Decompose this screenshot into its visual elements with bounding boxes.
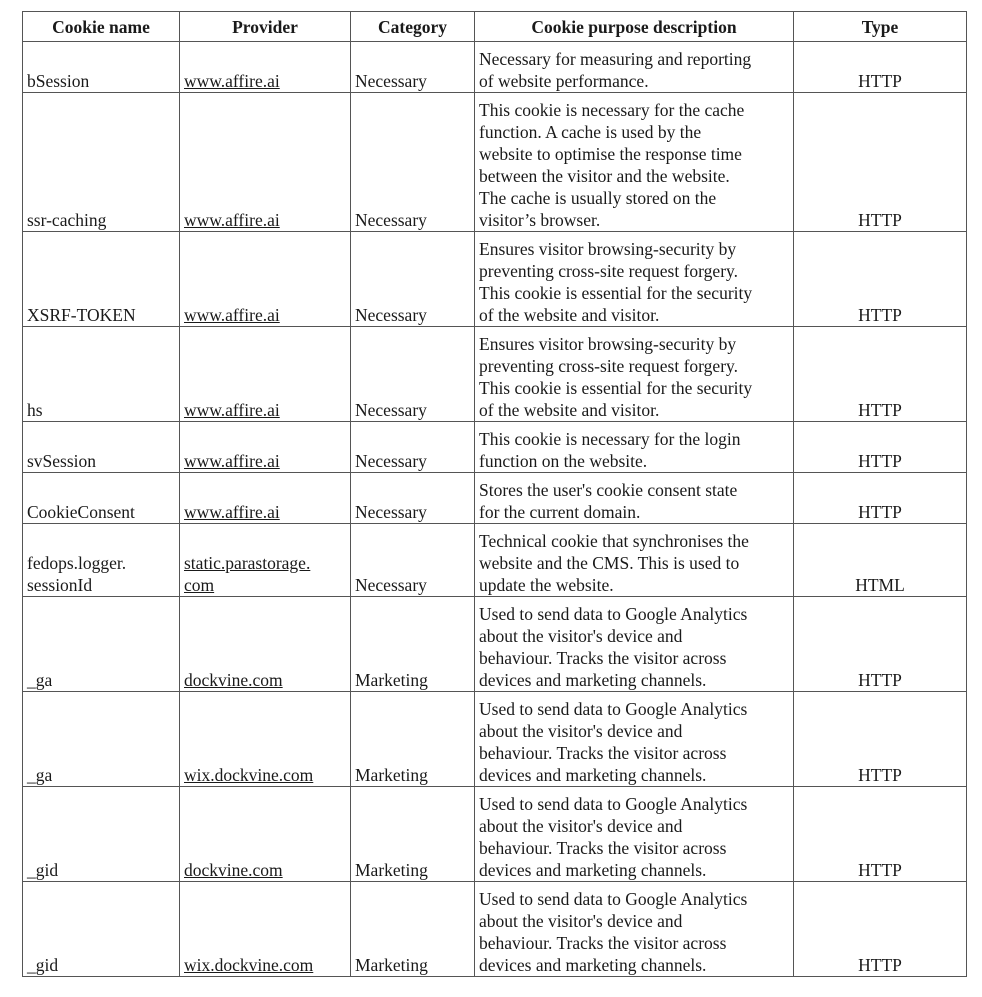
type: HTTP xyxy=(794,882,967,977)
description: Technical cookie that synchronises the website and the CMS. This is used to update the website. xyxy=(475,524,794,597)
provider-link[interactable]: wix.dockvine.com xyxy=(184,765,314,785)
provider-cell xyxy=(180,787,351,882)
description: Stores the user's cookie consent state for the current domain. xyxy=(475,473,794,524)
description: Necessary for measuring and reporting of website performance. xyxy=(475,42,794,93)
provider-link[interactable]: www.affire.ai xyxy=(184,400,280,420)
cookie-name: fedops.logger. sessionId xyxy=(23,524,180,597)
category: Necessary xyxy=(351,422,475,473)
provider-link[interactable]: dockvine.com xyxy=(184,860,283,880)
provider-cell xyxy=(180,524,351,597)
cookie-name: CookieConsent xyxy=(23,473,180,524)
provider-link[interactable]: dockvine.com xyxy=(184,670,283,690)
cookie-name: ssr-caching xyxy=(23,93,180,232)
provider-cell xyxy=(180,882,351,977)
provider-link[interactable]: www.affire.ai xyxy=(184,71,280,91)
cookie-table xyxy=(22,11,967,977)
type: HTTP xyxy=(794,232,967,327)
header-description: Cookie purpose description xyxy=(475,12,794,42)
cookie-name: svSession xyxy=(23,422,180,473)
category: Necessary xyxy=(351,42,475,93)
cookie-name: hs xyxy=(23,327,180,422)
table-row xyxy=(23,597,967,692)
provider-link[interactable]: www.affire.ai xyxy=(184,305,280,325)
cookie-name: _ga xyxy=(23,692,180,787)
provider-cell xyxy=(180,42,351,93)
header-row xyxy=(23,12,967,42)
description: Used to send data to Google Analytics about the visitor's device and behaviour. Tracks the visitor across devices and marketing channels. xyxy=(475,882,794,977)
category: Marketing xyxy=(351,882,475,977)
table-row xyxy=(23,524,967,597)
category: Necessary xyxy=(351,93,475,232)
provider-cell xyxy=(180,93,351,232)
category: Necessary xyxy=(351,232,475,327)
category: Necessary xyxy=(351,327,475,422)
table-row xyxy=(23,422,967,473)
provider-link[interactable]: wix.dockvine.com xyxy=(184,955,314,975)
description: Used to send data to Google Analytics about the visitor's device and behaviour. Tracks the visitor across devices and marketing channels. xyxy=(475,597,794,692)
table-row xyxy=(23,787,967,882)
table-body xyxy=(23,42,967,977)
cookie-name: _gid xyxy=(23,787,180,882)
description: This cookie is necessary for the cache function. A cache is used by the website to optimise the response time between the visitor and the website. The cache is usually stored on the visitor’s browser. xyxy=(475,93,794,232)
provider-link[interactable]: www.affire.ai xyxy=(184,502,280,522)
category: Necessary xyxy=(351,473,475,524)
category: Marketing xyxy=(351,787,475,882)
provider-cell xyxy=(180,473,351,524)
description: Ensures visitor browsing-security by preventing cross-site request forgery. This cookie is essential for the security of the website and visitor. xyxy=(475,327,794,422)
table-row xyxy=(23,327,967,422)
type: HTTP xyxy=(794,327,967,422)
cookie-name: XSRF-TOKEN xyxy=(23,232,180,327)
table-row xyxy=(23,692,967,787)
cookie-name: _gid xyxy=(23,882,180,977)
category: Marketing xyxy=(351,692,475,787)
type: HTML xyxy=(794,524,967,597)
type: HTTP xyxy=(794,42,967,93)
table-row xyxy=(23,232,967,327)
description: Ensures visitor browsing-security by preventing cross-site request forgery. This cookie is essential for the security of the website and visitor. xyxy=(475,232,794,327)
header-cookie-name: Cookie name xyxy=(23,12,180,42)
type: HTTP xyxy=(794,692,967,787)
type: HTTP xyxy=(794,93,967,232)
type: HTTP xyxy=(794,597,967,692)
category: Necessary xyxy=(351,524,475,597)
type: HTTP xyxy=(794,422,967,473)
cookie-name: _ga xyxy=(23,597,180,692)
table-row xyxy=(23,93,967,232)
provider-link[interactable]: www.affire.ai xyxy=(184,451,280,471)
type: HTTP xyxy=(794,787,967,882)
type: HTTP xyxy=(794,473,967,524)
table-row xyxy=(23,882,967,977)
header-category: Category xyxy=(351,12,475,42)
provider-cell xyxy=(180,232,351,327)
description: This cookie is necessary for the login function on the website. xyxy=(475,422,794,473)
table-row xyxy=(23,42,967,93)
description: Used to send data to Google Analytics about the visitor's device and behaviour. Tracks the visitor across devices and marketing channels. xyxy=(475,787,794,882)
description: Used to send data to Google Analytics about the visitor's device and behaviour. Tracks the visitor across devices and marketing channels. xyxy=(475,692,794,787)
table-header xyxy=(23,12,967,42)
table-row xyxy=(23,473,967,524)
provider-cell xyxy=(180,597,351,692)
category: Marketing xyxy=(351,597,475,692)
header-type: Type xyxy=(794,12,967,42)
provider-cell xyxy=(180,422,351,473)
provider-link[interactable]: static.parastorage. com xyxy=(184,553,311,595)
provider-cell xyxy=(180,692,351,787)
header-provider: Provider xyxy=(180,12,351,42)
provider-cell xyxy=(180,327,351,422)
cookie-name: bSession xyxy=(23,42,180,93)
provider-link[interactable]: www.affire.ai xyxy=(184,210,280,230)
